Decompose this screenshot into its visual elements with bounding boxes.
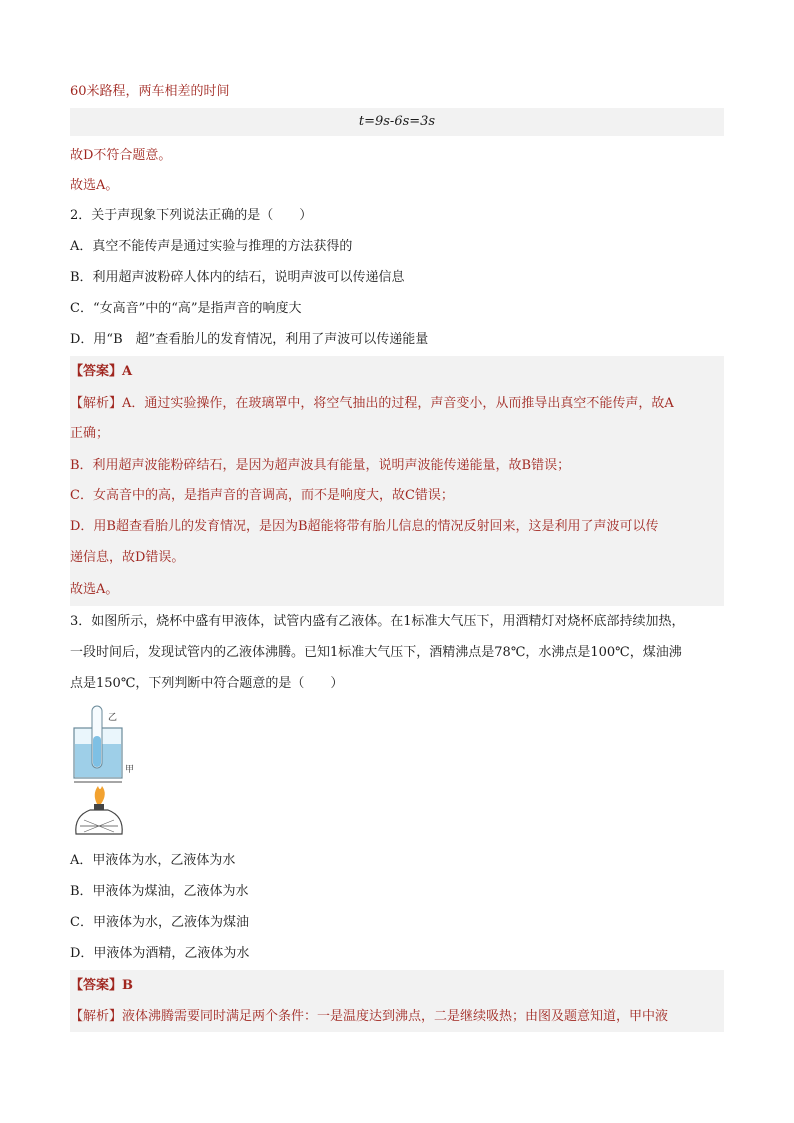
question-2-option-b: B．利用超声波粉碎人体内的结石，说明声波可以传递信息 bbox=[70, 270, 405, 285]
analysis-line: 递信息，故D错误。 bbox=[70, 550, 185, 565]
text-line: 60米路程，两车相差的时间 bbox=[70, 84, 230, 99]
flame-icon bbox=[95, 786, 105, 804]
analysis-line: 故选A。 bbox=[70, 582, 119, 597]
question-3-option-a: A．甲液体为水，乙液体为水 bbox=[70, 853, 236, 868]
question-2-option-c: C．“女高音”中的“高”是指声音的响度大 bbox=[70, 301, 302, 316]
question-3-option-d: D．甲液体为酒精，乙液体为水 bbox=[70, 946, 250, 961]
beaker-heating-figure bbox=[70, 700, 140, 840]
analysis-line: B．利用超声波能粉碎结石，是因为超声波具有能量，说明声波能传递能量，故B错误； bbox=[70, 458, 571, 473]
analysis-line: C．女高音中的高，是指声音的音调高，而不是响度大，故C错误； bbox=[70, 488, 454, 503]
question-3-stem-line: 一段时间后，发现试管内的乙液体沸腾。已知1标准大气压下，酒精沸点是78℃，水沸点是100℃，煤油沸 bbox=[70, 645, 682, 660]
question-2-stem: 2．关于声现象下列说法正确的是（ ） bbox=[70, 208, 313, 223]
question-3-option-c: C．甲液体为水，乙液体为煤油 bbox=[70, 915, 249, 930]
analysis-line: 【解析】液体沸腾需要同时满足两个条件：一是温度达到沸点，二是继续吸热；由图及题意知道，甲中液 bbox=[70, 1009, 669, 1024]
text-line: 故D不符合题意。 bbox=[70, 148, 172, 163]
question-3-stem-line: 3．如图所示，烧杯中盛有甲液体，试管内盛有乙液体。在1标准大气压下，用酒精灯对烧杯底部持续加热， bbox=[70, 614, 685, 629]
analysis-line: 正确； bbox=[70, 426, 110, 441]
analysis-line: D．用B超查看胎儿的发育情况，是因为B超能将带有胎儿信息的情况反射回来，这是利用了声波可以传 bbox=[70, 519, 659, 534]
question-3-stem-line: 点是150℃，下列判断中符合题意的是（ ） bbox=[70, 676, 344, 691]
analysis-line: 【解析】A．通过实验操作，在玻璃罩中，将空气抽出的过程，声音变小，从而推导出真空不能传声，故A bbox=[70, 396, 674, 411]
text-line: 故选A。 bbox=[70, 178, 119, 193]
question-2-option-d: D．用“B 超”查看胎儿的发育情况，利用了声波可以传递能量 bbox=[70, 332, 429, 347]
formula-line: t=9s-6s=3s bbox=[70, 108, 724, 136]
question-2-option-a: A．真空不能传声是通过实验与推理的方法获得的 bbox=[70, 239, 353, 254]
beaker-label: 甲 bbox=[125, 765, 135, 775]
tube-label: 乙 bbox=[108, 713, 118, 723]
answer-q3: 【答案】B bbox=[70, 978, 133, 993]
tube-liquid bbox=[93, 736, 101, 767]
answer-q2: 【答案】A bbox=[70, 364, 133, 379]
question-3-option-b: B．甲液体为煤油，乙液体为水 bbox=[70, 884, 249, 899]
